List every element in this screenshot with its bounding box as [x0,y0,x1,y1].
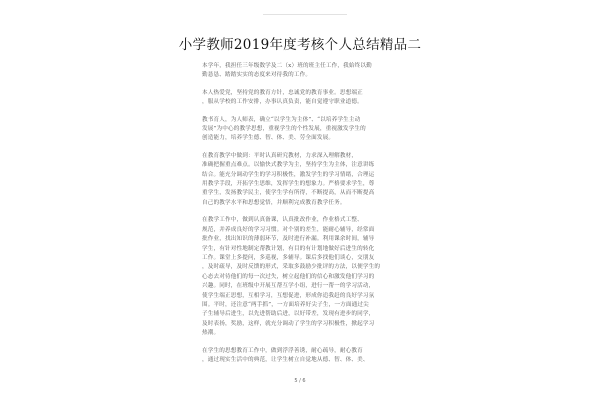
paragraph [202,216,402,338]
document-body [202,62,402,373]
text-line: 勤恳恳、踏踏实实的态度来对待我的工作。 [202,72,312,79]
paragraph [202,62,402,81]
paragraph [202,116,402,144]
text-line: 本学年，我担任三年级数学及二（x）班的班主任工作，我始终以勤 [202,63,372,69]
text-line: 发展”为中心的教学思想，重视学生的个性发展，重视激发学生的 [202,126,366,133]
text-line: 批作业，找出知识的薄弱环节，及时进行补漏。利用课余时间，辅导 [202,236,375,243]
text-line: 准确把握重点难点。以愉快式教学为主，坚持学生为主体，注意讲练 [202,162,375,169]
text-line: 使学生端正思想，互相学习，互想促进，形成你追我赶的良好学习氛 [202,292,375,299]
paragraph [202,347,402,366]
text-line: 子生辅导后进生，以先进帮助后进，以好带差，发现有进步的同学， [202,311,375,318]
paragraph [202,89,402,108]
text-line: 创造能力，培养学生德、智、体、美、劳全面发展。 [202,135,335,142]
text-line: 重学生，发扬教学民主，使学生学有所得，不断提高，从而不断提高 [202,190,375,197]
text-line: 心态去对待他们的每一次过失，树立起他们的信心和激发他们学习的 [202,273,375,280]
text-line: 学生，有针对性地制定帮教计划，有目的有计划地做好后进生的转化 [202,245,375,252]
text-line: 围。平时，还注意“两手抓”，一方面培养好尖子生，一方面通过尖 [202,301,369,308]
text-line: 在学生的思想教育工作中，做到浮浮善诱，耐心疏导，耐心教育 [202,347,363,354]
paragraph [202,152,402,208]
text-line: 结合。能充分调动学生的学习积极性，激发学生的学习情绪，合理运 [202,171,375,178]
text-line: 教书育人，为人师表，确立“以学生为主体”、“以培养学生主动 [202,116,361,123]
text-line: 规范，并养成良好的学习习惯。对个别的差生，能耐心辅导，经常面 [202,226,375,233]
text-line: ，通过现实生活中的典范，让学生树立自觉地从德、智、体、美、 [202,356,369,363]
text-line: 在教育教学中做到：平时认真研究教材，力求深入理解教材， [202,152,358,159]
text-line: 兴趣。同时，在班级中开展互帮互学小组，进行一帮一的学习活动， [202,283,375,290]
text-line: 本人热爱党，坚持党的教育方针，忠诚党的教育事业。思想端正 [202,89,363,96]
text-line: ，及时疏导，及时反馈的形式，采取多鼓励少批评的方法，以便学生的 [202,264,381,271]
text-line: ，服从学校的工作安排，办事认真负责，能自觉遵守职业道德。 [202,99,363,106]
text-line: 及时表扬，奖励，这样，就充分调动了学生的学习积极性，掀起学习 [202,320,375,327]
text-line: 用教学手段，开拓学生思维，发挥学生的想象力。严格要求学生，尊 [202,181,375,188]
text-line: 自己的教学水平和思想觉悟，并顺利完成教育教学任务。 [202,199,346,206]
text-line: 工作。课堂上多提问，多巡视，多辅导。课后多找他们谈心，交朋友 [202,254,375,261]
page-number: 5 / 6 [294,378,306,384]
document-title: 小学教师2019年度考核个人总结精品二 [178,37,422,53]
text-line: 热潮。 [202,330,220,337]
text-line: 在教学工作中，做到认真备课，认真批改作业，作业格式工整、 [202,217,363,224]
